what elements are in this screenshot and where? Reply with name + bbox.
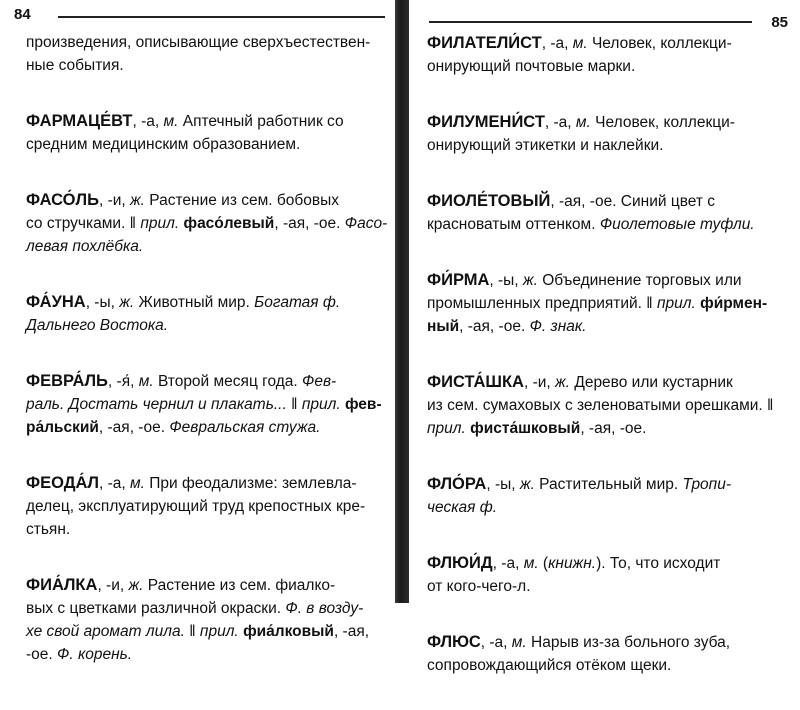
italic-text: м.: [523, 555, 539, 572]
dictionary-entry-continuation: [26, 31, 386, 77]
headword: ФИ́РМА: [427, 271, 490, 289]
headword: ФЛЮС: [427, 633, 481, 651]
entry-text: сопровождающийся отёком щеки.: [427, 657, 672, 674]
entry-text: вых с цветками различной окраски.: [26, 600, 286, 617]
italic-text: м.: [511, 634, 527, 651]
entry-text: ‖: [286, 396, 302, 413]
dictionary-entry-fasol: [26, 189, 386, 258]
entry-line: [427, 190, 795, 213]
headword: ФАСО́ЛЬ: [26, 191, 99, 209]
headword: ФИОЛЕ́ТОВЫЙ: [427, 192, 551, 210]
dictionary-entry-farmacevt: [26, 110, 386, 156]
entry-line: [427, 55, 795, 78]
page-number-right: 85: [771, 14, 788, 31]
entry-text: от кого-чего-л.: [427, 578, 531, 595]
derived-word: фиста́шковый: [470, 420, 581, 437]
derived-word: фасо́левый: [183, 215, 275, 232]
italic-text: ж.: [522, 272, 538, 289]
entry-line: [427, 213, 795, 236]
italic-text: м.: [572, 35, 588, 52]
headword: ФАРМАЦЕ́ВТ: [26, 112, 133, 130]
italic-text: ж.: [130, 192, 145, 209]
entry-text: , -и,: [98, 192, 130, 209]
entry-line: [427, 292, 795, 315]
entry-text: , -и,: [97, 577, 129, 594]
entry-line: [26, 574, 386, 597]
dictionary-entry-feodal: [26, 472, 386, 541]
dictionary-entry-fioletovyi: [427, 190, 795, 236]
entry-text: Второй месяц года.: [153, 373, 302, 390]
italic-text: Фев-: [302, 373, 337, 390]
entry-text: , -а,: [544, 114, 576, 131]
italic-text: м.: [575, 114, 591, 131]
italic-text: прил.: [301, 396, 341, 413]
entry-line: [427, 134, 795, 157]
headword: ФИЛУМЕНИ́СТ: [427, 113, 545, 131]
entry-text: произведения, описывающие сверхъестествен-: [26, 34, 371, 51]
entry-line: [26, 291, 386, 314]
dictionary-entry-filumenist: [427, 111, 795, 157]
dictionary-entry-flyuid: [427, 552, 795, 598]
entries-left: [26, 31, 386, 699]
headword: ФИЛАТЕЛИ́СТ: [427, 34, 542, 52]
entry-text: делец, эксплуатирующий труд крепостных кре-: [26, 498, 366, 515]
entry-line: [427, 371, 795, 394]
italic-text: Ф. знак.: [529, 318, 587, 335]
italic-text: прил.: [427, 420, 466, 437]
headword: ФИА́ЛКА: [26, 576, 98, 594]
entry-line: [26, 393, 386, 416]
dictionary-entry-fistashka: [427, 371, 795, 440]
headword: ФЕВРА́ЛЬ: [26, 372, 108, 390]
left-page: [0, 0, 395, 663]
headword: ФИСТА́ШКА: [427, 373, 524, 391]
entry-line: [26, 495, 386, 518]
dictionary-entry-fialka: [26, 574, 386, 666]
entry-text: ные события.: [26, 57, 124, 74]
entry-text: , -ая, -ое. Синий цвет с: [550, 193, 716, 210]
entry-line: [26, 416, 386, 439]
entry-line: [26, 189, 386, 212]
italic-text: Тропи-: [682, 476, 731, 493]
entry-line: [427, 417, 795, 440]
entry-text: онирующий этикетки и наклейки.: [427, 137, 664, 154]
italic-text: м.: [163, 113, 179, 130]
italic-text: ж.: [519, 476, 535, 493]
entry-line: [26, 518, 386, 541]
dictionary-entry-fauna: [26, 291, 386, 337]
entry-line: [427, 654, 795, 677]
entry-text: онирующий почтовые марки.: [427, 58, 636, 75]
entry-text: (: [538, 555, 549, 572]
dictionary-entry-flyus: [427, 631, 795, 677]
italic-text: прил.: [199, 623, 239, 640]
entry-line: [427, 315, 795, 338]
italic-text: Дальнего Востока.: [26, 317, 169, 334]
italic-text: прил.: [140, 215, 180, 232]
entry-line: [427, 631, 795, 654]
entry-text: промышленных предприятий. ‖: [427, 295, 657, 312]
entry-text: Человек, коллекци-: [587, 35, 732, 52]
entry-text: Объединение торговых или: [537, 272, 742, 289]
italic-text: Фасо-: [344, 215, 388, 232]
italic-text: раль. Достать чернил и плакать...: [26, 396, 287, 413]
entry-text: , -а,: [541, 35, 573, 52]
entry-text: , -ая, -ое.: [580, 420, 647, 437]
entry-text: , -а,: [480, 634, 512, 651]
page-number-left: 84: [14, 6, 31, 23]
italic-text: книжн.: [548, 555, 597, 572]
headword: ФЛО́РА: [427, 475, 487, 493]
italic-text: Фиолетовые туфли.: [599, 216, 755, 233]
entry-line: [427, 552, 795, 575]
entry-text: -ое.: [26, 646, 58, 663]
entry-line: [26, 620, 386, 643]
italic-text: левая похлёбка.: [26, 238, 144, 255]
entry-line: [26, 212, 386, 235]
entry-line: [427, 473, 795, 496]
entry-text: , -а,: [132, 113, 164, 130]
dictionary-entry-fevral: [26, 370, 386, 439]
derived-word: фиа́лковый: [243, 623, 334, 640]
headword: ФЛЮИ́Д: [427, 554, 493, 572]
entry-text: Аптечный работник со: [178, 113, 344, 130]
entry-line: [26, 370, 386, 393]
italic-text: Февральская стужа.: [169, 419, 321, 436]
italic-text: Ф. корень.: [57, 646, 133, 663]
entry-line: [26, 133, 386, 156]
headword: ФА́УНА: [26, 293, 86, 311]
entry-text: , -ая, -ое.: [459, 318, 530, 335]
entry-line: [427, 269, 795, 292]
header-rule-right: [429, 21, 752, 23]
entry-text: , -а,: [492, 555, 524, 572]
entry-text: из сем. сумаховых с зеленоватыми орешками. ‖: [427, 397, 774, 414]
dictionary-entry-filatelist: [427, 32, 795, 78]
entry-line: [26, 314, 386, 337]
italic-text: м.: [138, 373, 154, 390]
entry-line: [427, 111, 795, 134]
entry-text: Дерево или кустарник: [570, 374, 733, 391]
italic-text: Ф. в возду-: [285, 600, 364, 617]
entry-text: ‖: [184, 623, 200, 640]
header-rule-left: [58, 16, 385, 18]
italic-text: прил.: [657, 295, 696, 312]
entry-text: ). То, что исходит: [596, 555, 721, 572]
entry-line: [26, 472, 386, 495]
entry-text: Животный мир.: [134, 294, 255, 311]
entry-line: [26, 643, 386, 666]
italic-text: Богатая ф.: [254, 294, 341, 311]
entry-line: [26, 54, 386, 77]
entry-text: Растительный мир.: [534, 476, 683, 493]
right-page: [409, 0, 800, 674]
dictionary-entry-flora: [427, 473, 795, 519]
entry-line: [427, 32, 795, 55]
entry-text: Человек, коллекци-: [590, 114, 735, 131]
entries-right: [427, 32, 795, 710]
entry-text: средним медицинским образованием.: [26, 136, 301, 153]
headword: ФЕОДА́Л: [26, 474, 99, 492]
entry-line: [427, 394, 795, 417]
entry-text: , -и,: [523, 374, 556, 391]
derived-word: ра́льский: [26, 419, 99, 436]
book-spine: [395, 0, 409, 603]
italic-text: ж.: [119, 294, 135, 311]
entry-text: со стручками. ‖: [26, 215, 141, 232]
entry-line: [26, 31, 386, 54]
italic-text: хе свой аромат лила.: [26, 623, 185, 640]
entry-text: , -ы,: [486, 476, 520, 493]
italic-text: ж.: [555, 374, 571, 391]
entry-line: [427, 575, 795, 598]
italic-text: ческая ф.: [427, 499, 497, 516]
derived-word: фев-: [344, 396, 382, 413]
entry-text: стьян.: [26, 521, 71, 538]
entry-text: , -ы,: [489, 272, 523, 289]
entry-text: , -ы,: [85, 294, 120, 311]
italic-text: м.: [129, 475, 145, 492]
derived-word: ный: [427, 318, 460, 335]
entry-line: [26, 235, 386, 258]
italic-text: ж.: [128, 577, 144, 594]
entry-text: Растение из сем. бобовых: [144, 192, 340, 209]
entry-text: Растение из сем. фиалко-: [143, 577, 336, 594]
entry-text: , -я́,: [107, 373, 139, 390]
entry-text: , -ая, -ое.: [98, 419, 170, 436]
entry-text: Нарыв из-за больного зуба,: [526, 634, 731, 651]
entry-text: , -а,: [98, 475, 130, 492]
dictionary-entry-firma: [427, 269, 795, 338]
entry-line: [26, 110, 386, 133]
entry-text: красноватым оттенком.: [427, 216, 600, 233]
entry-line: [26, 597, 386, 620]
entry-text: , -ая, -ое.: [274, 215, 345, 232]
entry-text: , -ая,: [333, 623, 370, 640]
entry-text: При феодализме: землевла-: [144, 475, 357, 492]
derived-word: фи́рмен-: [700, 295, 768, 312]
entry-line: [427, 496, 795, 519]
